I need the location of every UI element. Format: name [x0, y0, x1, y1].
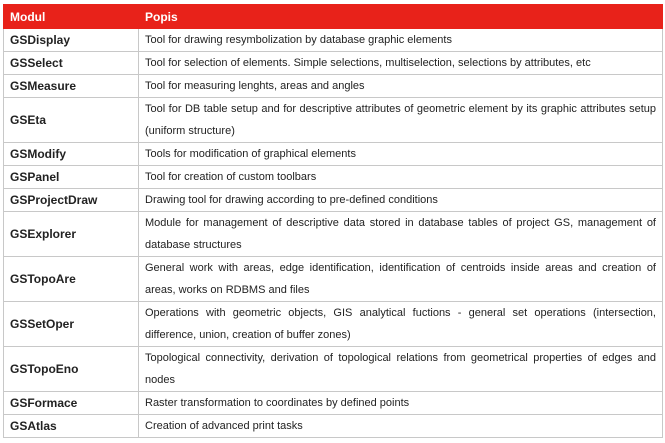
- table-row: [4, 212, 663, 257]
- module-name-cell: GSTopoEno: [4, 347, 139, 392]
- module-name-cell: GSDisplay: [4, 29, 139, 52]
- module-name-cell: GSEta: [4, 98, 139, 143]
- module-description-cell: Tool for drawing resymbolization by database graphic elements: [139, 29, 663, 52]
- module-description-cell: General work with areas, edge identification, identification of centroids inside areas and creation of areas, works on RDBMS and files: [139, 257, 663, 302]
- module-name-cell: GSAtlas: [4, 415, 139, 438]
- module-description-cell: Drawing tool for drawing according to pre-defined conditions: [139, 189, 663, 212]
- column-header-description: Popis: [139, 5, 663, 29]
- table-row: [4, 98, 663, 143]
- module-description-cell: Raster transformation to coordinates by defined points: [139, 392, 663, 415]
- table-row: [4, 166, 663, 189]
- module-name-cell: GSSelect: [4, 52, 139, 75]
- module-description-cell: Topological connectivity, derivation of topological relations from geometrical properties of edges and nodes: [139, 347, 663, 392]
- module-description-cell: Module for management of descriptive data stored in database tables of project GS, management of database structures: [139, 212, 663, 257]
- modules-table: [3, 4, 663, 438]
- module-name-cell: GSTopoAre: [4, 257, 139, 302]
- table-row: [4, 29, 663, 52]
- module-description-cell: Tool for creation of custom toolbars: [139, 166, 663, 189]
- module-name-cell: GSProjectDraw: [4, 189, 139, 212]
- table-header-row: [4, 5, 663, 29]
- module-description-cell: Tool for measuring lenghts, areas and angles: [139, 75, 663, 98]
- module-name-cell: GSMeasure: [4, 75, 139, 98]
- table-row: [4, 257, 663, 302]
- module-name-cell: GSSetOper: [4, 302, 139, 347]
- module-name-cell: GSExplorer: [4, 212, 139, 257]
- module-name-cell: GSPanel: [4, 166, 139, 189]
- module-description-cell: Operations with geometric objects, GIS analytical fuctions - general set operations (intersection, difference, union, creation of buffer zones): [139, 302, 663, 347]
- table-row: [4, 52, 663, 75]
- table-row: [4, 143, 663, 166]
- table-row: [4, 302, 663, 347]
- table-row: [4, 415, 663, 438]
- table-row: [4, 347, 663, 392]
- column-header-module: Modul: [4, 5, 139, 29]
- module-description-cell: Tools for modification of graphical elements: [139, 143, 663, 166]
- module-description-cell: Tool for selection of elements. Simple selections, multiselection, selections by attributes, etc: [139, 52, 663, 75]
- table-row: [4, 75, 663, 98]
- table-row: [4, 189, 663, 212]
- module-name-cell: GSModify: [4, 143, 139, 166]
- module-name-cell: GSFormace: [4, 392, 139, 415]
- module-description-cell: Creation of advanced print tasks: [139, 415, 663, 438]
- table-row: [4, 392, 663, 415]
- module-description-cell: Tool for DB table setup and for descriptive attributes of geometric element by its graphic attributes setup (uniform structure): [139, 98, 663, 143]
